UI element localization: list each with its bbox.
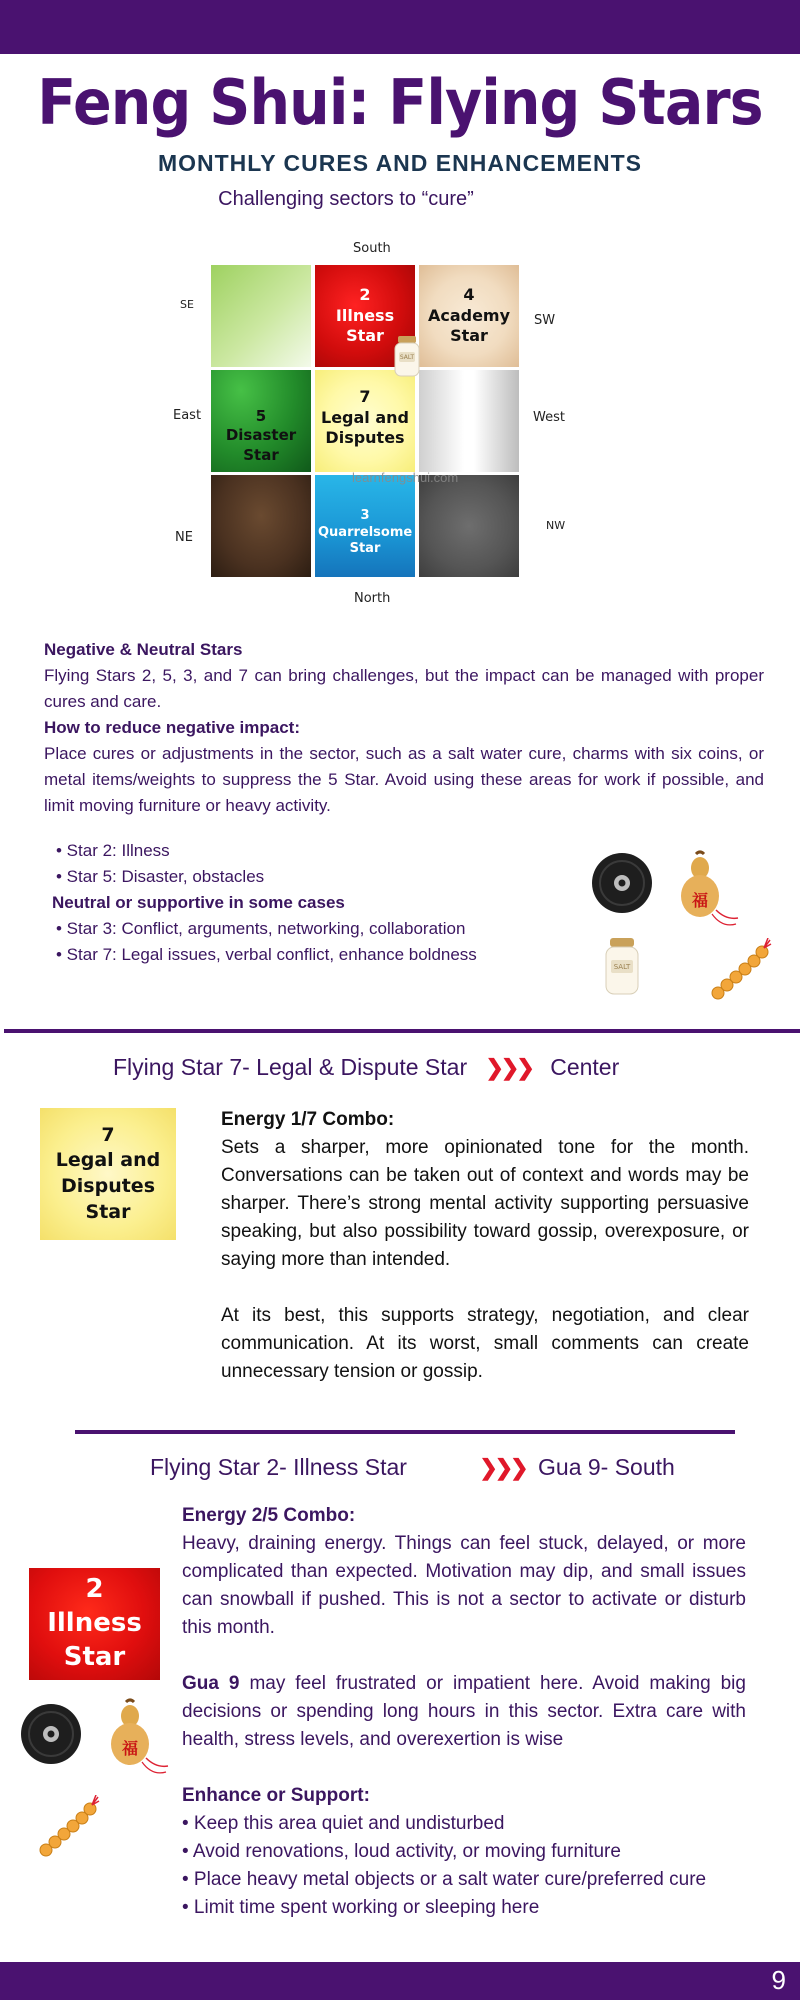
negative-neutral-block	[44, 637, 764, 819]
cell-north-name: Quarrelsome Star	[318, 524, 413, 557]
cell-south-name: Illness Star	[335, 305, 395, 346]
section-south-body	[182, 1502, 746, 1922]
section-center-heading	[113, 1054, 673, 1081]
cell-west	[419, 370, 519, 472]
cell-east	[211, 370, 311, 472]
stars-list	[52, 838, 592, 968]
section-south-heading	[150, 1454, 750, 1481]
cell-ne	[211, 475, 311, 577]
list-item: • Keep this area quiet and undisturbed	[182, 1813, 505, 1834]
list-item: • Avoid renovations, loud activity, or moving furniture	[182, 1841, 621, 1862]
top-banner	[0, 0, 800, 54]
salt-jar-icon	[602, 938, 642, 996]
reduce-body: Place cures or adjustments in the sector, such as a salt water cure, charms with six coins, or metal items/weights to suppress the 5 Star. Avoid using these areas for work if possible, and limit moving furniture or heavy activity.	[44, 744, 764, 815]
metal-weight-icon	[20, 1703, 82, 1770]
cell-east-number: 5	[255, 406, 267, 425]
direction-south: South	[353, 241, 391, 256]
list-item: • Star 2: Illness	[56, 841, 170, 860]
gourd-character: 福	[691, 891, 708, 910]
gourd-character: 福	[121, 1739, 138, 1758]
coin-charm-icon	[36, 1795, 100, 1862]
page-title: Feng Shui: Flying Stars	[37, 66, 763, 139]
star2-tile-name: Illness Star	[47, 1608, 142, 1672]
cell-center-name: Legal and Disputes	[321, 407, 409, 448]
page-number: 9	[771, 1965, 786, 1995]
direction-se: SE	[180, 298, 194, 311]
section-south-title: Flying Star 2- Illness Star	[150, 1454, 407, 1480]
star2-tile-number: 2	[85, 1574, 104, 1605]
star2-tile	[29, 1568, 160, 1680]
chevron-right-icon: ❯❯❯	[485, 1055, 532, 1080]
gourd-icon	[106, 1698, 170, 1778]
negative-heading: Negative & Neutral Stars	[44, 640, 243, 659]
direction-north: North	[354, 591, 391, 606]
page-subtitle: MONTHLY CURES AND ENHANCEMENTS	[157, 150, 643, 176]
salt-jar-label: SALT	[399, 354, 415, 361]
section-center-title: Flying Star 7- Legal & Dispute Star	[113, 1054, 468, 1080]
direction-east: East	[173, 408, 202, 423]
section-center-body	[221, 1106, 749, 1386]
grid-watermark: learnfengshui.com	[352, 470, 459, 485]
cell-north-number: 3	[360, 507, 370, 523]
salt-jar-label: SALT	[613, 963, 631, 971]
direction-nw: NW	[546, 519, 566, 532]
combo-heading: Energy 2/5 Combo:	[182, 1505, 356, 1526]
challenge-label: Challenging sectors to “cure”	[218, 188, 474, 210]
center-para-2: At its best, this supports strategy, negotiation, and clear communication. At its worst, small comments can create unnecessary tension or gossip.	[221, 1305, 749, 1382]
section-center-location: Center	[550, 1054, 620, 1080]
direction-west: West	[533, 410, 565, 425]
cell-se	[211, 265, 311, 367]
metal-weight-icon	[591, 852, 653, 919]
reduce-heading: How to reduce negative impact:	[44, 718, 300, 737]
flying-star-grid	[160, 236, 580, 616]
direction-ne: NE	[175, 530, 193, 545]
list-item: • Place heavy metal objects or a salt water cure/preferred cure	[182, 1869, 707, 1890]
negative-body: Flying Stars 2, 5, 3, and 7 can bring challenges, but the impact can be managed with proper cures and care.	[44, 666, 764, 711]
star7-tile-number: 7	[101, 1123, 115, 1146]
bottom-banner	[0, 1962, 800, 2000]
gourd-icon	[676, 850, 740, 930]
south-para-2-text: may feel frustrated or impatient here. Avoid making big decisions or spending long hours in this sector. Extra care with health, stress levels, and overexertion is wise	[182, 1673, 746, 1750]
section-divider	[4, 1029, 800, 1033]
center-para-1: Sets a sharper, more opinionated tone for the month. Conversations can be taken out of context and words may be sharper. There’s strong mental activity supporting persuasive speaking, but also possibility toward gossip, overexposure, or saying more than intended.	[221, 1137, 749, 1270]
list-item: • Star 7: Legal issues, verbal conflict, enhance boldness	[56, 945, 477, 964]
list-item: • Star 5: Disaster, obstacles	[56, 867, 265, 886]
cell-north	[315, 475, 415, 577]
south-para-2	[182, 1670, 746, 1754]
star7-tile-name: Legal and Disputes Star	[55, 1149, 161, 1223]
gua-label: Gua 9	[182, 1673, 240, 1694]
chevron-right-icon: ❯❯❯	[479, 1455, 526, 1480]
cell-center-number: 7	[359, 386, 371, 406]
direction-sw: SW	[534, 313, 556, 328]
south-para-1: Heavy, draining energy. Things can feel stuck, delayed, or more complicated than expected. Motivation may dip, and small issues can snowball if pushed. This is not a sector to activate or disturb this month.	[182, 1533, 746, 1638]
star7-tile	[40, 1108, 176, 1240]
salt-jar-icon	[392, 336, 422, 378]
enhance-heading: Enhance or Support:	[182, 1785, 370, 1806]
cell-south-number: 2	[359, 284, 371, 304]
combo-heading: Energy 1/7 Combo:	[221, 1109, 395, 1130]
challenge-caption	[0, 188, 800, 211]
section-divider	[75, 1430, 735, 1434]
cell-nw	[419, 475, 519, 577]
list-item: • Star 3: Conflict, arguments, networking, collaboration	[56, 919, 466, 938]
cell-east-name: Disaster Star	[225, 426, 297, 464]
cell-sw	[419, 265, 519, 367]
list-item: • Limit time spent working or sleeping here	[182, 1897, 540, 1918]
coin-charm-icon	[708, 938, 772, 1005]
cell-center	[315, 370, 415, 472]
section-south-location: Gua 9- South	[538, 1454, 675, 1480]
neutral-heading: Neutral or supportive in some cases	[52, 893, 345, 912]
cell-sw-number: 4	[463, 284, 475, 304]
cell-sw-name: Academy Star	[427, 305, 511, 346]
